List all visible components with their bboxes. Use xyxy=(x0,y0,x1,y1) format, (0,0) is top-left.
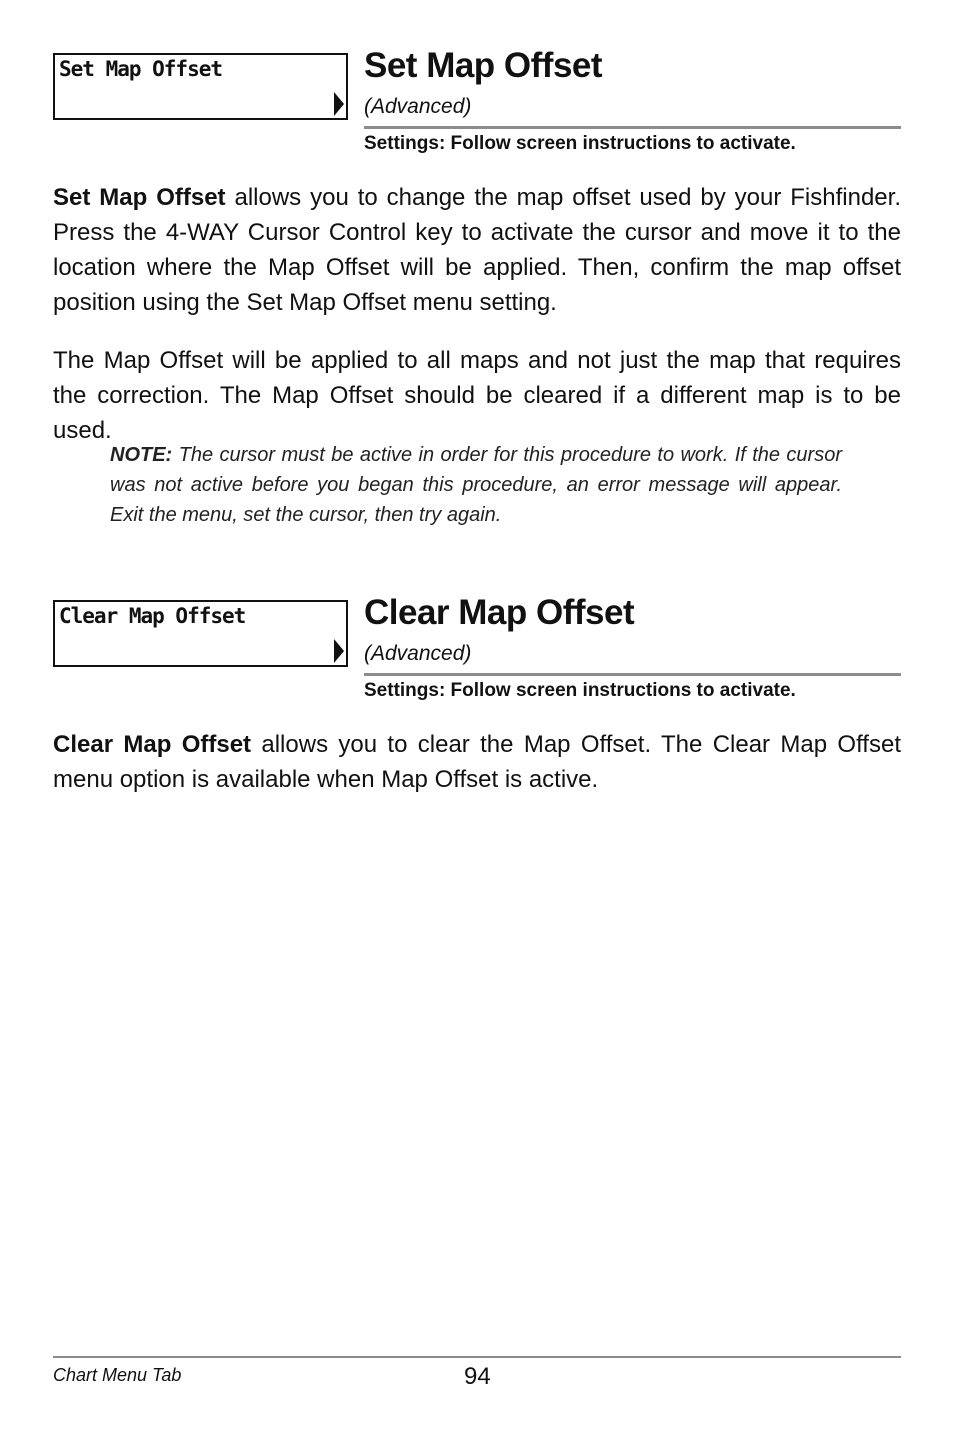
note-block xyxy=(110,440,842,530)
arrow-right-icon xyxy=(334,639,344,663)
section-divider xyxy=(364,126,901,129)
section-divider xyxy=(364,673,901,676)
body-paragraph xyxy=(53,180,901,320)
body-paragraph: The Map Offset will be applied to all maps and not just the map that requires the correction. The Map Offset should be cleared if a different map is to be used. xyxy=(53,347,901,444)
clear-map-offset-menu-box[interactable] xyxy=(53,600,348,667)
set-map-offset-menu-box[interactable] xyxy=(53,53,348,120)
term-bold: Clear Map Offset xyxy=(53,731,252,758)
menu-label: Clear Map Offset xyxy=(59,604,246,628)
section-subtitle: (Advanced) xyxy=(364,642,472,665)
menu-label: Set Map Offset xyxy=(59,57,223,81)
page-number: 94 xyxy=(464,1363,491,1390)
settings-line: Settings: Follow screen instructions to activate. xyxy=(364,133,796,154)
term-bold: Set Map Offset xyxy=(53,184,226,211)
arrow-right-icon xyxy=(334,92,344,116)
note-label: NOTE: xyxy=(110,444,173,466)
settings-line: Settings: Follow screen instructions to activate. xyxy=(364,680,796,701)
section-subtitle: (Advanced) xyxy=(364,95,472,118)
note-text: The cursor must be active in order for this procedure to work. If the cursor was not active before you began this procedure, an error message will appear. Exit the menu, set the cursor, then try again. xyxy=(110,444,842,526)
footer-divider xyxy=(53,1356,901,1358)
paragraph-text: allows you to change the map offset used by your Fishfinder. Press the 4-WAY Cursor Control key to activate the cursor and move it to the location where the Map Offset will be applied. Then, confirm the map offset position using the Set Map Offset menu setting. xyxy=(53,184,901,316)
paragraph-text: allows you to clear the Map Offset. The Clear Map Offset menu option is available when Map Offset is active. xyxy=(53,731,901,793)
section-title: Clear Map Offset xyxy=(364,593,635,632)
section-title: Set Map Offset xyxy=(364,46,603,85)
footer-section-name: Chart Menu Tab xyxy=(53,1365,182,1385)
body-paragraph xyxy=(53,727,901,797)
